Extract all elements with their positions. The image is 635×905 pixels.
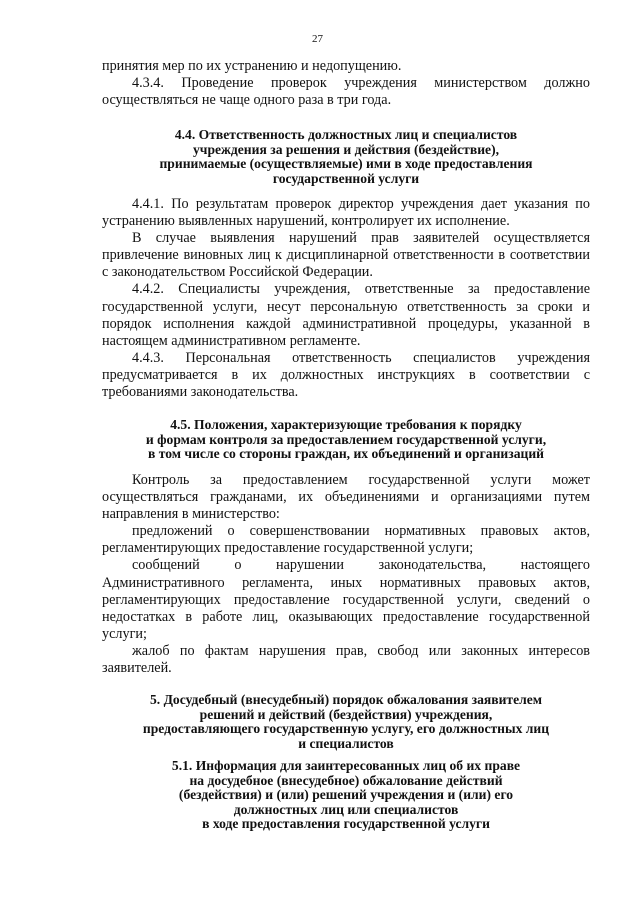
section-4-5-body [102, 472, 590, 677]
section-4-4-heading [102, 128, 590, 186]
section-5-1-heading [102, 759, 590, 832]
paragraph-control: Контроль за предоставлением государственной услуги может осуществляться гражданами, их объединениями и организациями путем направления в министерство: [102, 472, 590, 523]
heading-line: и формам контроля за предоставлением государственной услуги, [145, 431, 547, 447]
heading-line: предоставляющего государственную услугу, его должностных лиц [142, 721, 550, 737]
heading-line: 5. Досудебный (внесудебный) порядок обжалования заявителем [149, 692, 543, 707]
heading-line: 4.5. Положения, характеризующие требования к порядку [170, 417, 522, 432]
heading-line: должностных лиц или специалистов [233, 801, 459, 817]
heading-line: в ходе предоставления государственной услуги [202, 816, 490, 832]
heading-line: (бездействия) и (или) решений учреждения и (или) его [178, 787, 514, 803]
heading-line: 4.4. Ответственность должностных лиц и специалистов [174, 127, 518, 142]
paragraph-4-4-3: 4.4.3. Персональная ответственность специалистов учреждения предусматривается в их должностных инструкциях в соответствии с требованиями законодательства. [102, 349, 590, 401]
heading-line: учреждения за решения и действия (бездействие), [192, 141, 499, 157]
heading-line: принимаемые (осуществляемые) ими в ходе предоставления [159, 156, 533, 172]
paragraph-reports: сообщений о нарушении законодательства, настоящего Административного регламента, иных нормативных правовых актов, регламентирующих предоставление государственной услуги, сведений о недостатках в работе лиц, оказывающих предоставление государственной услуги; [102, 557, 590, 642]
section-5-heading [102, 693, 590, 751]
heading-line: и специалистов [298, 735, 394, 751]
paragraph-4-3-4: 4.3.4. Проведение проверок учреждения министерством должно осуществляться не чаще одного раза в три года. [102, 75, 590, 109]
heading-line: в том числе со стороны граждан, их объединений и организаций [148, 446, 544, 462]
paragraph-proposals: предложений о совершенствовании нормативных правовых актов, регламентирующих предоставление государственной услуги; [102, 523, 590, 557]
heading-line: государственной услуги [272, 170, 420, 186]
page-number: 27 [312, 33, 323, 45]
heading-line: решений и действий (бездействия) учреждения, [199, 706, 493, 722]
continuation-text: принятия мер по их устранению и недопущению. [102, 58, 402, 74]
heading-line: 5.1. Информация для заинтересованных лиц об их праве [171, 758, 521, 773]
paragraph-violation: В случае выявления нарушений прав заявителей осуществляется привлечение виновных лиц к дисциплинарной ответственности в соответствии с законодательством Российской Федерации. [102, 230, 590, 281]
top-block [102, 58, 590, 109]
paragraph-complaints: жалоб по фактам нарушения прав, свобод или законных интересов заявителей. [102, 642, 590, 677]
paragraph-4-4-2: 4.4.2. Специалисты учреждения, ответственные за предоставление государственной услуги, несут персональную ответственность за сроки и порядок исполнения каждой административной процедуры, указанной в настоящем административном регламенте. [102, 281, 590, 349]
section-4-5-heading [102, 418, 590, 462]
paragraph-4-4-1: 4.4.1. По результатам проверок директор учреждения дает указания по устранению выявленных нарушений, контролирует их исполнение. [102, 196, 590, 230]
section-4-4-body [102, 196, 590, 401]
heading-line: на досудебное (внесудебное) обжалование действий [189, 772, 503, 788]
